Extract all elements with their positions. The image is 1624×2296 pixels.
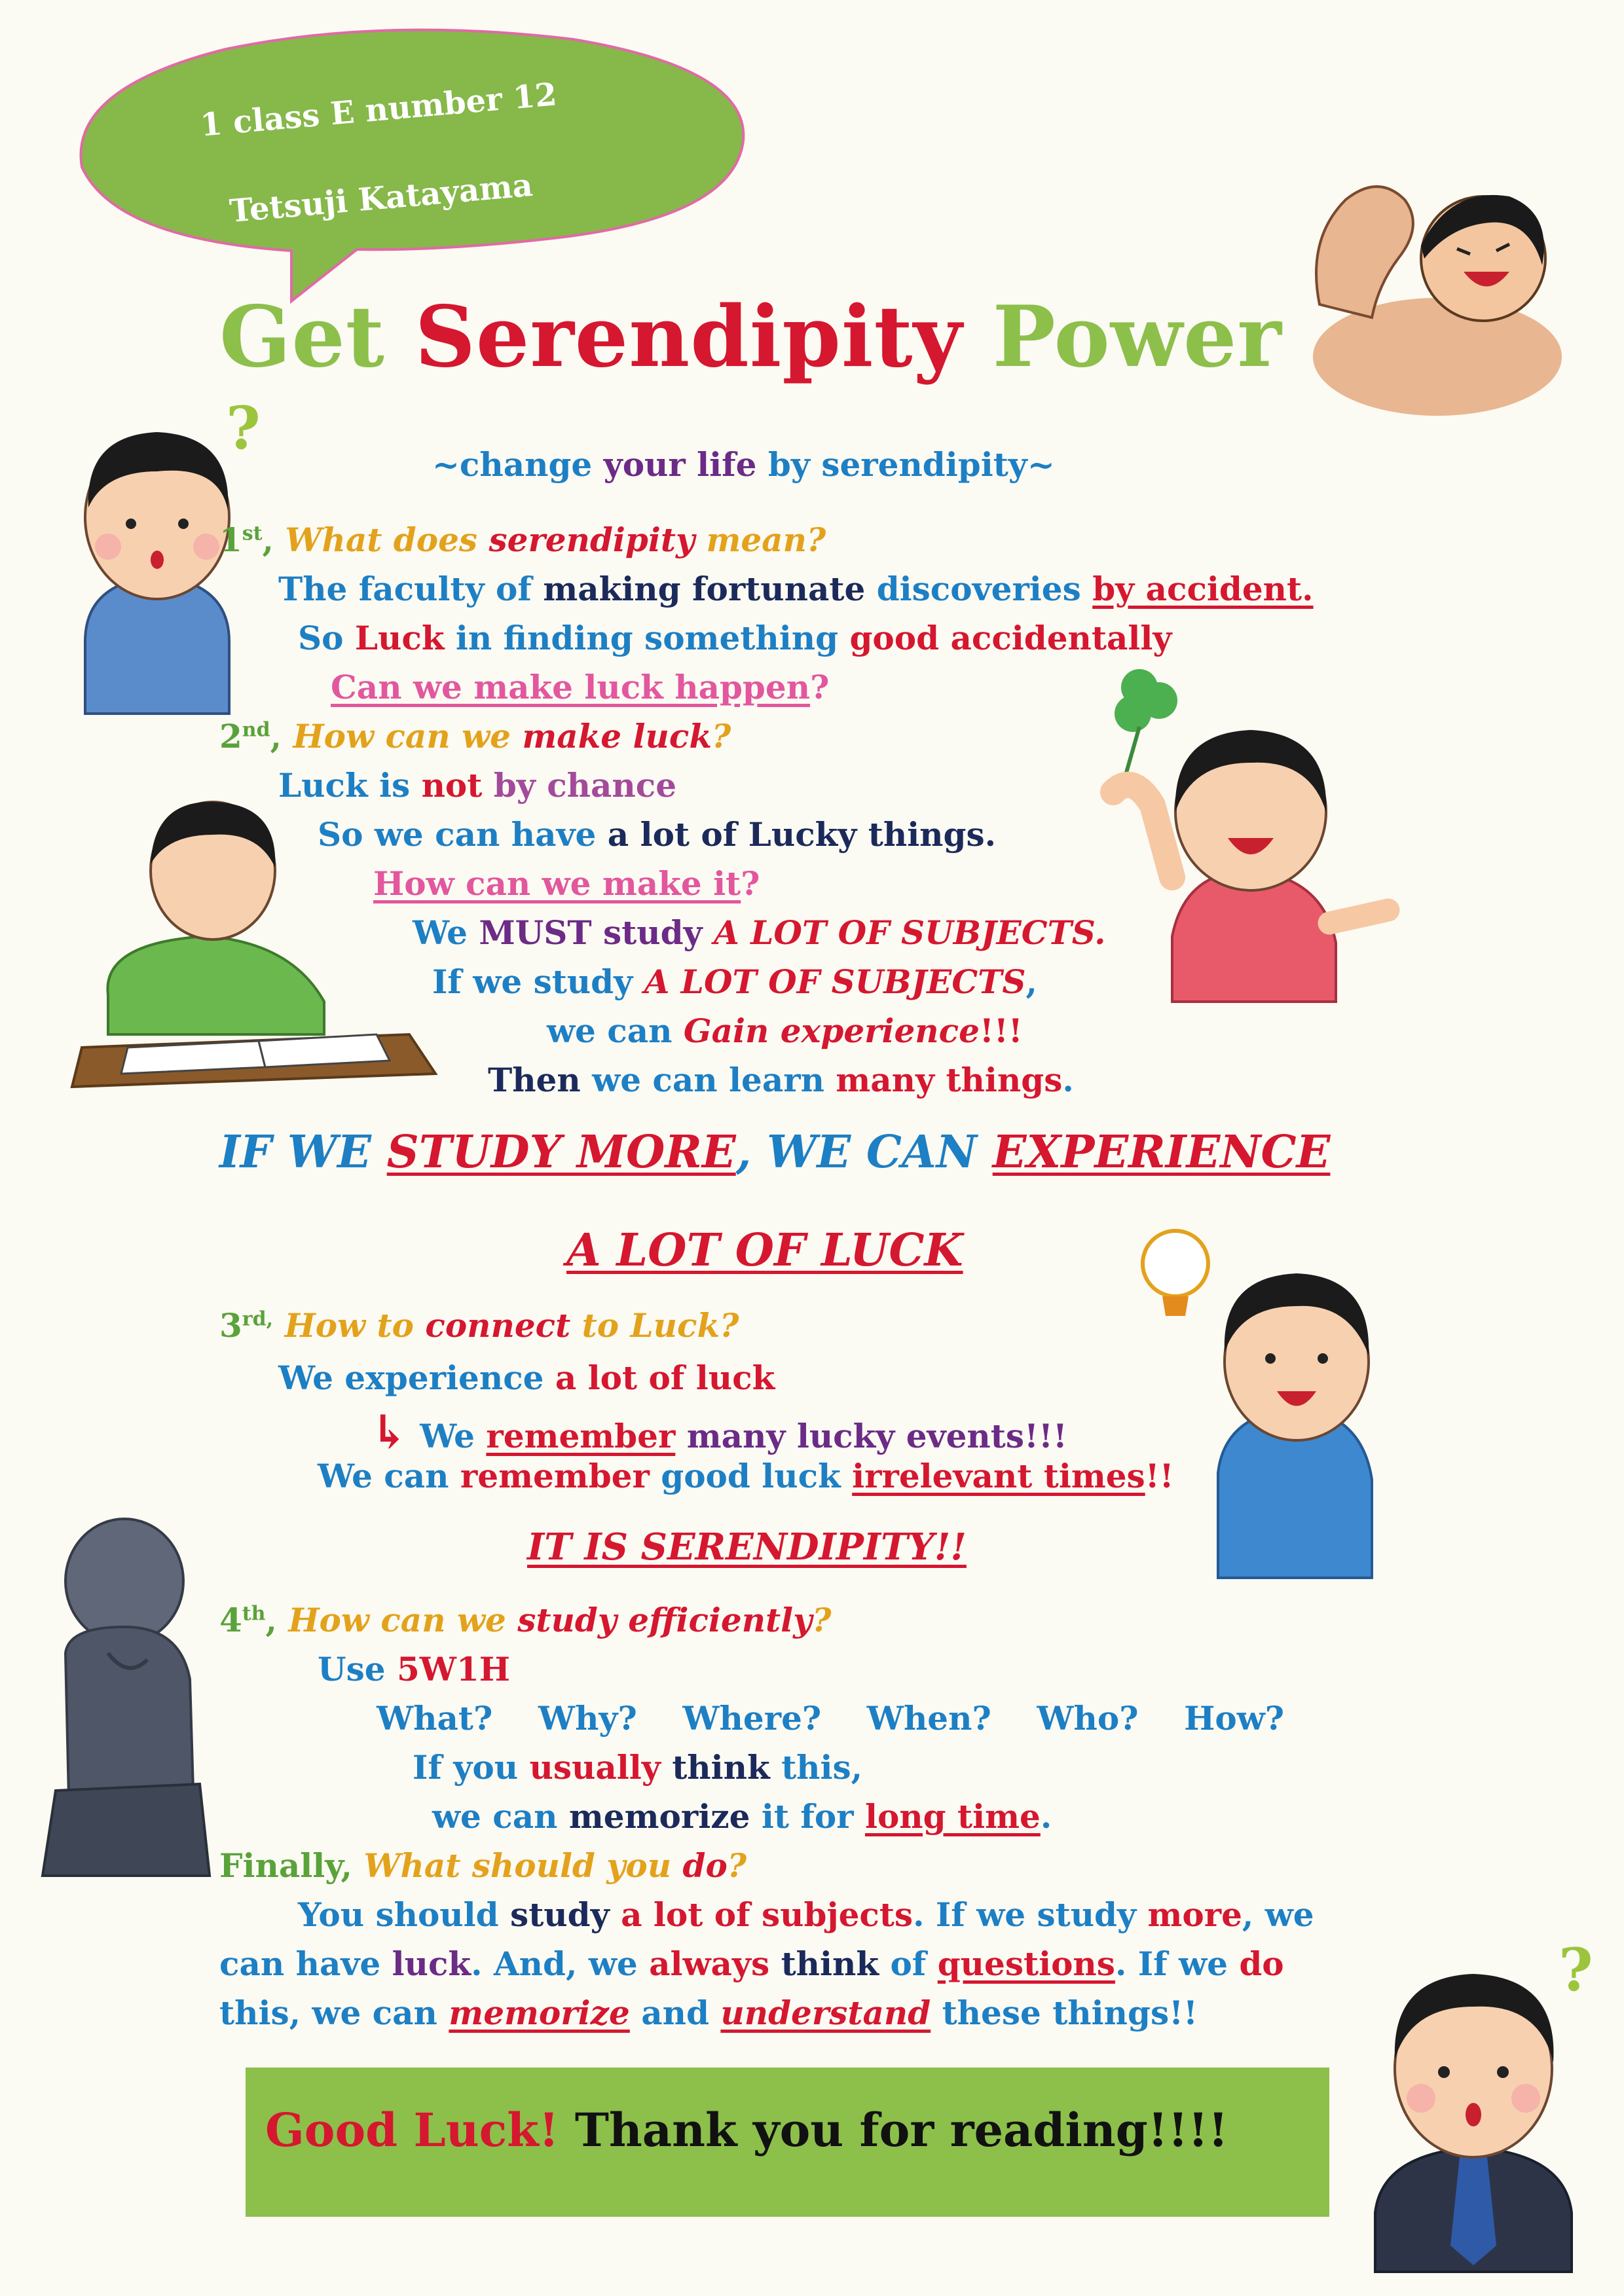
final-paragraph-line — [219, 1994, 1198, 2032]
section-1-heading — [219, 520, 826, 559]
text-run: Luck — [354, 619, 445, 657]
text-run: ? — [810, 668, 830, 706]
section-ordinal: th — [242, 1602, 266, 1626]
text-run: memorize — [449, 1994, 630, 2032]
question-text: do — [682, 1846, 728, 1885]
text-run: good luck — [661, 1457, 841, 1495]
text-run: usually — [529, 1748, 661, 1787]
question-text: study — [517, 1601, 617, 1639]
section-2-line — [432, 962, 1037, 1001]
text-run: remember — [486, 1417, 676, 1455]
section-2-line — [488, 1061, 1074, 1099]
text-run: this, we can — [219, 1994, 437, 2032]
text-run: this, — [781, 1748, 863, 1787]
section-ordinal: st — [242, 522, 263, 545]
text-run: can have — [219, 1944, 381, 1983]
question-text: How can we — [293, 717, 511, 756]
title-word-get: Get — [219, 288, 385, 386]
boy-idea-illustration — [1113, 1211, 1401, 1578]
text-run: Can we make luck happen — [331, 668, 811, 706]
text-run: Gain experience — [683, 1011, 980, 1050]
section-2-heading — [219, 717, 731, 756]
text-run: !!! — [979, 1011, 1023, 1050]
text-run: a lot of subjects — [621, 1895, 913, 1934]
text-run: questions — [937, 1944, 1115, 1983]
text-run: . If we — [1115, 1944, 1228, 1983]
section-1-line — [331, 668, 829, 706]
section-2-line — [318, 815, 996, 854]
section-ordinal: rd, — [242, 1307, 274, 1331]
text-run: by chance — [493, 766, 677, 805]
key-statement-line-1 — [219, 1126, 1330, 1178]
text-run: , WE CAN — [735, 1126, 977, 1178]
businessman-question-illustration — [1362, 1905, 1598, 2272]
text-run: more — [1147, 1895, 1242, 1934]
question-text: serendipity — [489, 520, 695, 559]
question-text: ? — [727, 1846, 747, 1885]
text-run: EXPERIENCE — [992, 1126, 1331, 1178]
text-run: Then — [488, 1061, 581, 1099]
section-number: 1 — [219, 520, 242, 559]
name-speech-bubble — [75, 29, 753, 272]
section-3-heading — [219, 1306, 739, 1345]
author-name-text: Tetsuji Katayama — [228, 166, 534, 230]
subtitle-part: your — [603, 445, 686, 484]
girl-clover-illustration — [1087, 661, 1401, 1002]
text-run: Use — [318, 1650, 386, 1688]
text-run: remember — [460, 1457, 650, 1495]
text-run: You should — [298, 1895, 499, 1934]
arrow-icon: ↳ — [370, 1404, 409, 1459]
text-run: IF WE — [219, 1126, 371, 1178]
thinker-statue-illustration — [29, 1509, 219, 1876]
section-4-line — [413, 1748, 862, 1787]
title-word-power: Power — [992, 288, 1282, 386]
text-run: STUDY MORE — [386, 1126, 736, 1178]
question-text: What does — [285, 520, 478, 559]
text-run: Luck is — [278, 766, 411, 805]
text-run: A LOT OF LUCK — [566, 1224, 963, 1277]
text-run: study — [510, 1895, 610, 1934]
final-paragraph-line — [219, 1944, 1284, 1983]
text-run: of — [890, 1944, 927, 1983]
text-run: ? — [741, 864, 760, 903]
section-3-line — [370, 1404, 1067, 1459]
section-3-line — [278, 1358, 775, 1397]
text-run: If we study — [432, 962, 633, 1001]
text-run: A LOT OF SUBJECTS. — [714, 913, 1106, 952]
good-luck-text: Good Luck! — [265, 2103, 559, 2157]
text-run: study — [603, 913, 703, 952]
text-run: We — [420, 1417, 475, 1455]
text-run: long time — [864, 1797, 1041, 1836]
text-run: do — [1239, 1944, 1284, 1983]
text-run: memorize — [568, 1797, 750, 1836]
text-run: we can — [547, 1011, 673, 1050]
question-text: How can we — [288, 1601, 506, 1639]
question-text: make luck — [522, 717, 712, 756]
text-run: . If we study — [913, 1895, 1137, 1934]
text-run: 5W1H — [397, 1650, 510, 1688]
section-number: 2 — [219, 717, 242, 756]
text-run: MUST — [479, 913, 592, 952]
text-run: a lot of luck — [555, 1358, 775, 1397]
svg-text:?: ? — [226, 393, 261, 463]
punct: , — [270, 717, 282, 756]
subtitle — [432, 445, 1055, 484]
text-run: So we can have — [318, 815, 597, 854]
text-run: We experience — [278, 1358, 544, 1397]
text-run: in finding something — [455, 619, 839, 657]
text-run: not — [421, 766, 483, 805]
text-run: How can we make it — [373, 864, 741, 903]
text-run: by accident. — [1092, 570, 1314, 608]
text-run: and — [641, 1994, 709, 2032]
text-run: understand — [720, 1994, 931, 2032]
section-3-line — [318, 1457, 1174, 1495]
question-text: What should you — [363, 1846, 672, 1885]
text-run: always — [649, 1944, 770, 1983]
text-run: , — [1025, 962, 1037, 1001]
muscle-man-illustration — [1293, 160, 1568, 403]
text-run: think — [672, 1748, 770, 1787]
text-run: , we — [1242, 1895, 1314, 1934]
text-run: think — [781, 1944, 879, 1983]
section-3-conclusion — [527, 1525, 967, 1569]
section-2-line — [373, 864, 760, 903]
text-run: Finally, — [219, 1846, 352, 1885]
text-run: . — [984, 815, 997, 854]
text-run: So — [298, 619, 344, 657]
question-text: connect — [425, 1306, 571, 1345]
section-4-questions: What? Why? Where? When? Who? How? — [377, 1699, 1285, 1738]
question-text: How to — [284, 1306, 414, 1345]
class-number-text: 1 class E number 12 — [198, 76, 559, 144]
section-2-line — [547, 1011, 1023, 1050]
text-run: we can — [432, 1797, 558, 1836]
text-run: . And, we — [471, 1944, 638, 1983]
text-run: If you — [413, 1748, 519, 1787]
text-run: . — [1062, 1061, 1074, 1099]
text-run: discoveries — [876, 570, 1081, 608]
text-run: A LOT OF SUBJECTS — [644, 962, 1026, 1001]
section-number: 4 — [219, 1601, 242, 1639]
page-title — [219, 288, 1282, 386]
question-text: to Luck? — [581, 1306, 739, 1345]
text-run: these things!! — [942, 1994, 1198, 2032]
text-run: We — [413, 913, 468, 952]
svg-text:?: ? — [1559, 1935, 1593, 2005]
subtitle-part: life — [697, 445, 757, 484]
text-run: a lot of Lucky things — [607, 815, 985, 854]
question-text: ? — [711, 717, 731, 756]
section-4-line — [432, 1797, 1052, 1836]
footer-text — [265, 2103, 1228, 2157]
punct: , — [265, 1601, 277, 1639]
subtitle-part: by serendipity~ — [767, 445, 1055, 484]
text-run: We can — [318, 1457, 449, 1495]
text-run: !! — [1145, 1457, 1174, 1495]
subtitle-part: ~change — [432, 445, 593, 484]
title-word-serendipity: Serendipity — [415, 288, 963, 386]
thank-you-text: Thank you for reading!!!! — [574, 2103, 1228, 2157]
section-4-line — [318, 1650, 510, 1688]
question-text: ? — [812, 1601, 832, 1639]
text-run: making fortunate — [543, 570, 866, 608]
text-run: we can learn — [592, 1061, 824, 1099]
section-1-line — [278, 570, 1314, 608]
text-run: good accidentally — [849, 619, 1172, 657]
text-run: irrelevant times — [852, 1457, 1145, 1495]
final-paragraph-line — [298, 1895, 1314, 1934]
section-2-line — [278, 766, 676, 805]
section-number: 3 — [219, 1306, 242, 1345]
key-statement-line-2 — [566, 1224, 963, 1277]
text-run: many things — [836, 1061, 1063, 1099]
punct: , — [262, 520, 274, 559]
text-run: many lucky events!!! — [686, 1417, 1067, 1455]
section-2-line — [413, 913, 1106, 952]
section-4-heading — [219, 1601, 832, 1639]
question-text: mean? — [706, 520, 826, 559]
text-run: luck — [392, 1944, 471, 1983]
text-run: it for — [761, 1797, 854, 1836]
section-1-line — [298, 619, 1172, 657]
section-ordinal: nd — [242, 718, 270, 742]
text-run: . — [1040, 1797, 1052, 1836]
text-run: IT IS SERENDIPITY!! — [527, 1525, 967, 1569]
final-heading — [219, 1846, 747, 1885]
text-run: The faculty of — [278, 570, 532, 608]
question-text: efficiently — [628, 1601, 813, 1639]
